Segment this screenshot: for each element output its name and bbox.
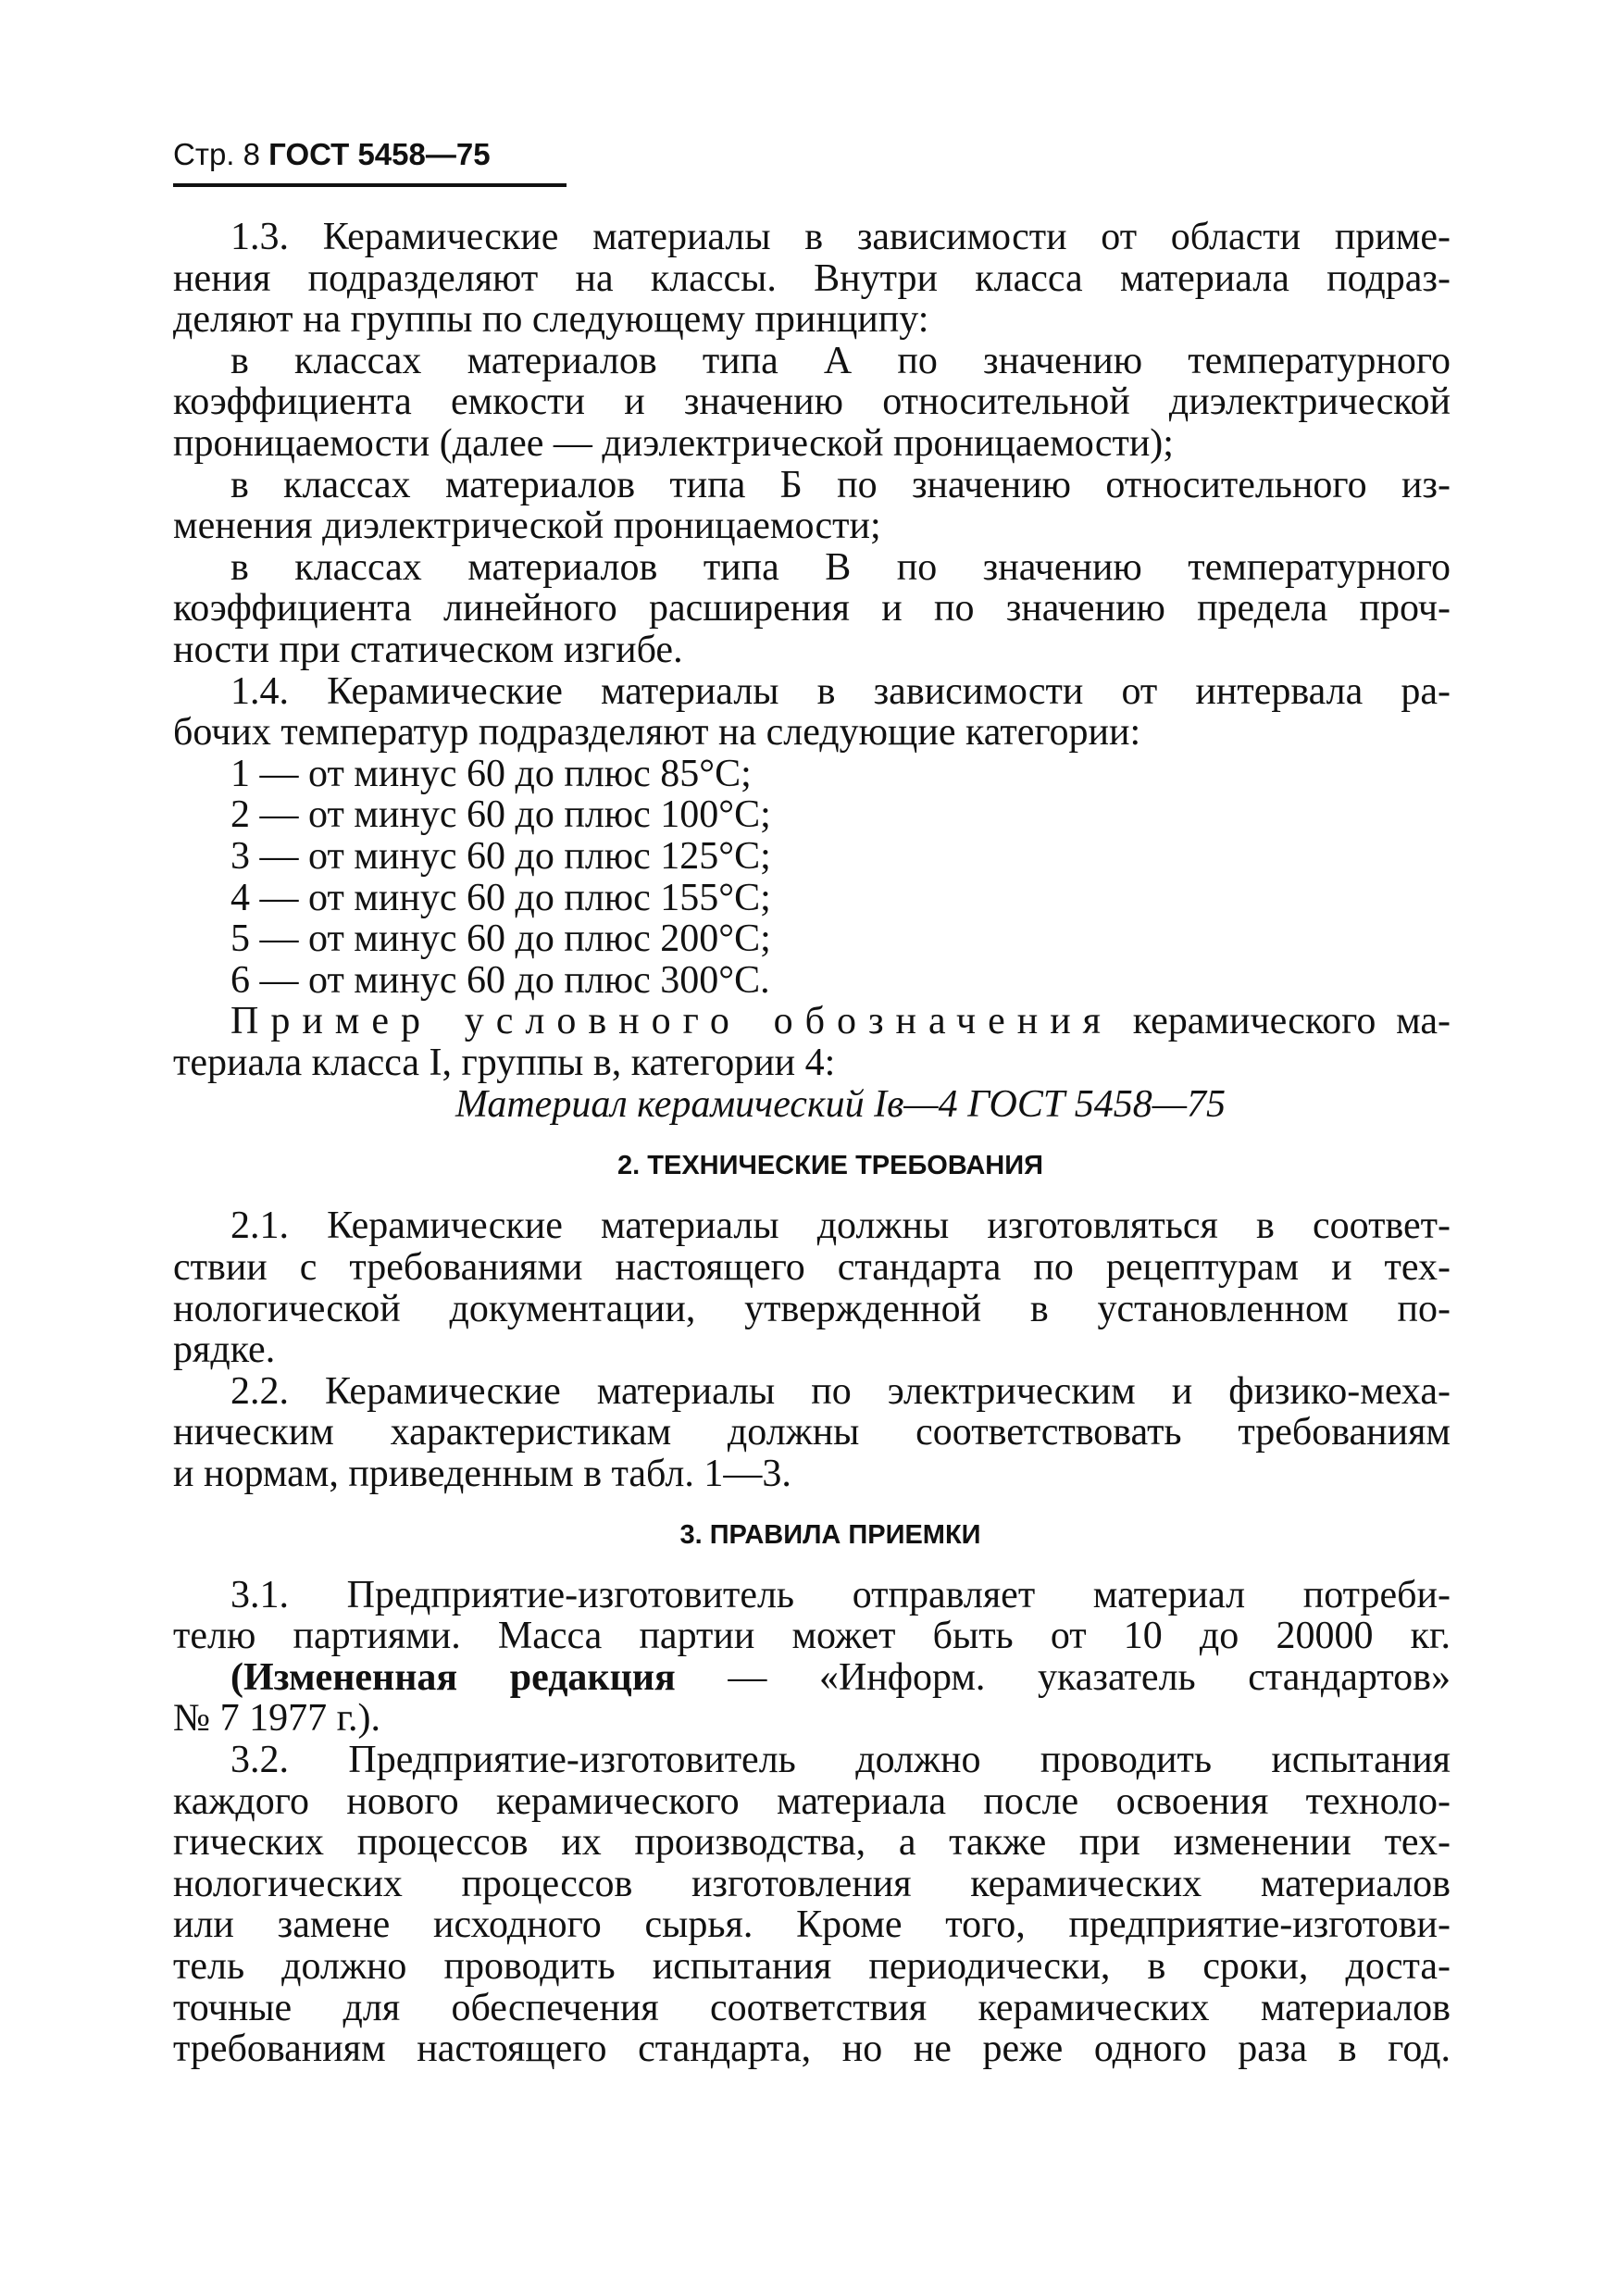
example-heading: Пример условного обозначения	[230, 1000, 1114, 1043]
text-line: 3.1. Предприятие-изготовитель отправляет материал потреби-	[230, 1573, 1451, 1616]
text-line: коэффициента линейного расширения и по значению предела проч-	[173, 587, 1451, 630]
category-item: 1 — от минус 60 до плюс 85°С;	[230, 752, 752, 795]
text-line: или замене исходного сырья. Кроме того, предприятие-изготови-	[173, 1903, 1451, 1947]
text-line: 1.4. Керамические материалы в зависимости от интервала ра-	[230, 669, 1451, 713]
text-line: требованиям настоящего стандарта, но не реже одного раза в год.	[173, 2028, 1451, 2071]
paragraph-2-1	[173, 1205, 1451, 1370]
text-line: териала класса I, группы в, категории 4:	[173, 1041, 836, 1084]
text-line: в классах материалов типа В по значению температурного	[230, 545, 1451, 589]
category-item: 4 — от минус 60 до плюс 155°С;	[230, 876, 771, 919]
text-line: рядке.	[173, 1329, 276, 1372]
text-line: ности при статическом изгибе.	[173, 628, 683, 671]
page-header	[173, 137, 567, 187]
text-line: в классах материалов типа А по значению температурного	[230, 339, 1451, 382]
category-item: 3 — от минус 60 до плюс 125°С;	[230, 834, 771, 878]
text-line: 2.1. Керамические материалы должны изготовляться в соответ-	[230, 1204, 1451, 1248]
category-item: 5 — от минус 60 до плюс 200°С;	[230, 917, 771, 961]
category-list	[173, 754, 1451, 1002]
text-line: 1.3. Керамические материалы в зависимости от области приме-	[230, 216, 1451, 258]
text-line: в классах материалов типа Б по значению относительного из-	[230, 463, 1451, 506]
text-line: и нормам, приведенным в табл. 1—3.	[173, 1453, 791, 1496]
text-line: проницаемости (далее — диэлектрической проницаемости);	[173, 421, 1174, 465]
paragraph-1-4	[173, 671, 1451, 754]
category-item: 2 — от минус 60 до плюс 100°С;	[230, 793, 771, 837]
paragraph-1-3	[173, 217, 1451, 671]
text-line: ствии с требованиями настоящего стандарта по рецептурам и тех-	[173, 1246, 1451, 1290]
text-line: ническим характеристикам должны соответствовать требованиям	[173, 1411, 1451, 1454]
example-heading-rest: керамического ма-	[1132, 1000, 1451, 1043]
example-designation: Материал керамический Iв—4 ГОСТ 5458—75	[455, 1083, 1227, 1127]
section-2-title: 2. ТЕХНИЧЕСКИЕ ТРЕБОВАНИЯ	[617, 1151, 1043, 1181]
paragraph-2-2	[173, 1371, 1451, 1495]
text-line: нологических процессов изготовления керамических материалов	[173, 1862, 1451, 1905]
text-line	[173, 1001, 1451, 1042]
text-line: телю партиями. Масса партии может быть от 10 до 20000 кг.	[173, 1615, 1451, 1658]
section-3-title: 3. ПРАВИЛА ПРИЕМКИ	[679, 1519, 981, 1550]
amendment-source: — «Информ. указатель стандартов»	[675, 1655, 1451, 1699]
paragraph-3-2	[173, 1740, 1451, 2070]
text-line: тель должно проводить испытания периодически, в сроки, доста-	[173, 1944, 1451, 1988]
text-line: 3.2. Предприятие-изготовитель должно проводить испытания	[230, 1739, 1451, 1781]
category-item: 6 — от минус 60 до плюс 300°С.	[230, 958, 770, 1002]
text-line: гических процессов их производства, а также при изменении тех-	[173, 1821, 1451, 1865]
text-line: нения подразделяют на классы. Внутри класса материала подраз-	[173, 256, 1451, 300]
text-line: нологической документации, утвержденной в установленном по-	[173, 1287, 1451, 1330]
text-line: каждого нового керамического материала после освоения техноло-	[173, 1779, 1451, 1823]
designation-example	[173, 1001, 1451, 1126]
document-body	[173, 217, 1451, 2070]
amendment-note	[173, 1657, 1451, 1699]
text-line: деляют на группы по следующему принципу:	[173, 298, 929, 342]
text-line: точные для обеспечения соответствия керамических материалов	[173, 1986, 1451, 2029]
text-line: менения диэлектрической проницаемости;	[173, 505, 881, 548]
amendment-label: (Измененная редакция	[230, 1655, 676, 1699]
text-line: № 7 1977 г.).	[173, 1697, 381, 1741]
text-line: бочих температур подразделяют на следующие категории:	[173, 711, 1141, 755]
text-line: 2.2. Керамические материалы по электрическим и физико-меха-	[230, 1369, 1451, 1413]
text-line: коэффициента емкости и значению относительной диэлектрической	[173, 381, 1451, 424]
standard-number: ГОСТ 5458—75	[268, 137, 491, 171]
page-number: Стр. 8	[173, 137, 260, 171]
paragraph-3-1	[173, 1575, 1451, 1740]
